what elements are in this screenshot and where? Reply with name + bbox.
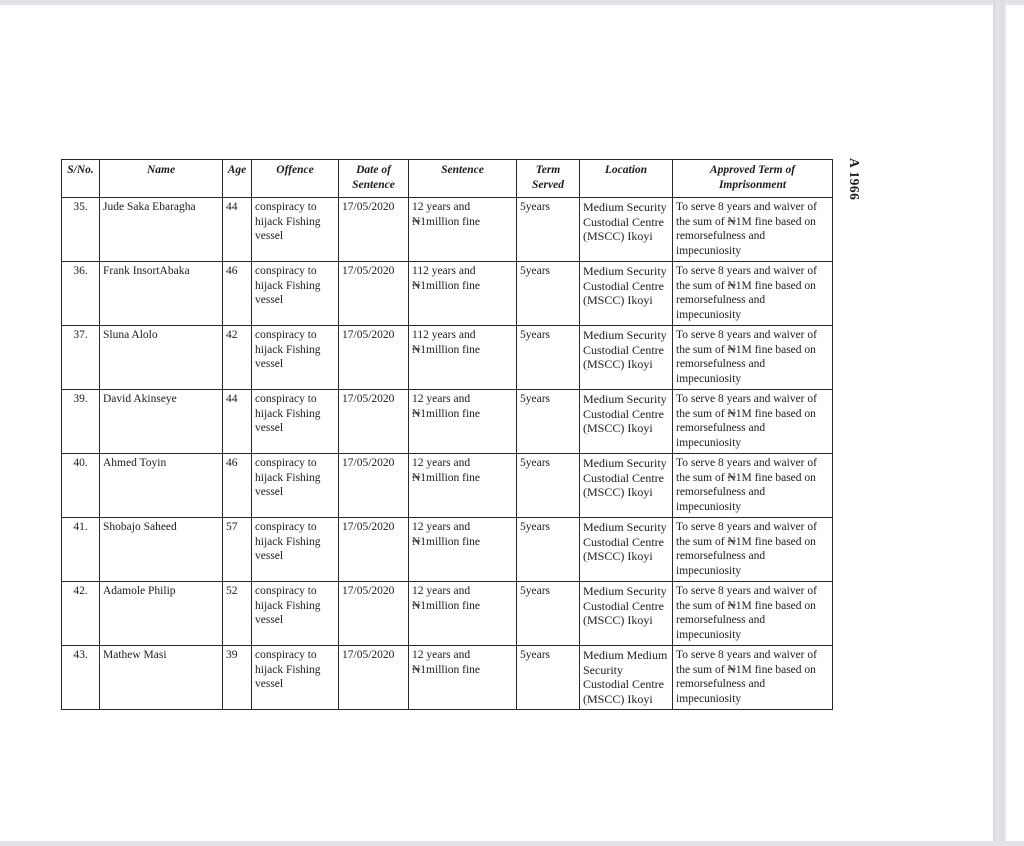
- cell-location: Medium Security Custodial Centre (MSCC) Ikoyi: [580, 454, 673, 518]
- cell-sn: 42.: [62, 582, 100, 646]
- cell-age: 46: [223, 262, 252, 326]
- viewer-bottom-edge: [0, 841, 1024, 846]
- cell-offence: conspiracy to hijack Fishing vessel: [252, 582, 339, 646]
- cell-location: Medium Medium Security Custodial Centre (MSCC) Ikoyi: [580, 646, 673, 710]
- cell-sn: 43.: [62, 646, 100, 710]
- cell-date: 17/05/2020: [339, 262, 409, 326]
- table-row: [62, 646, 833, 710]
- cell-term-served: 5years: [517, 518, 580, 582]
- cell-name: David Akinseye: [100, 390, 223, 454]
- cell-age: 52: [223, 582, 252, 646]
- header-sn: S/No.: [62, 160, 100, 198]
- table-row: [62, 390, 833, 454]
- cell-offence: conspiracy to hijack Fishing vessel: [252, 198, 339, 262]
- cell-term-served: 5years: [517, 198, 580, 262]
- cell-location: Medium Security Custodial Centre (MSCC) Ikoyi: [580, 326, 673, 390]
- cell-name: Jude Saka Ebaragha: [100, 198, 223, 262]
- cell-term-served: 5years: [517, 646, 580, 710]
- cell-age: 44: [223, 198, 252, 262]
- cell-age: 57: [223, 518, 252, 582]
- cell-sentence: 112 years and ₦1million fine: [409, 262, 517, 326]
- cell-sentence: 12 years and ₦1million fine: [409, 518, 517, 582]
- cell-approved-term: To serve 8 years and waiver of the sum of ₦1M fine based on remorsefulness and impecuniosity: [673, 582, 833, 646]
- header-offence: Offence: [252, 160, 339, 198]
- header-name: Name: [100, 160, 223, 198]
- table-row: [62, 262, 833, 326]
- cell-name: Frank InsortAbaka: [100, 262, 223, 326]
- header-date-line2: Sentence: [352, 178, 395, 191]
- cell-approved-term: To serve 8 years and waiver of the sum of ₦1M fine based on remorsefulness and impecuniosity: [673, 454, 833, 518]
- header-term-line2: Served: [532, 178, 564, 191]
- header-date: [339, 160, 409, 198]
- cell-offence: conspiracy to hijack Fishing vessel: [252, 326, 339, 390]
- cell-term-served: 5years: [517, 582, 580, 646]
- cell-sentence: 12 years and ₦1million fine: [409, 582, 517, 646]
- cell-date: 17/05/2020: [339, 198, 409, 262]
- table-row: [62, 326, 833, 390]
- header-term-line1: Term: [535, 164, 561, 176]
- cell-date: 17/05/2020: [339, 518, 409, 582]
- cell-location: Medium Security Custodial Centre (MSCC) Ikoyi: [580, 582, 673, 646]
- cell-name: Sluna Alolo: [100, 326, 223, 390]
- cell-date: 17/05/2020: [339, 646, 409, 710]
- header-sentence: Sentence: [409, 160, 517, 198]
- cell-age: 46: [223, 454, 252, 518]
- header-location: Location: [580, 160, 673, 198]
- cell-offence: conspiracy to hijack Fishing vessel: [252, 262, 339, 326]
- cell-sentence: 12 years and ₦1million fine: [409, 390, 517, 454]
- header-approved: [673, 160, 833, 198]
- cell-sentence: 12 years and ₦1million fine: [409, 198, 517, 262]
- cell-term-served: 5years: [517, 390, 580, 454]
- cell-term-served: 5years: [517, 454, 580, 518]
- cell-offence: conspiracy to hijack Fishing vessel: [252, 390, 339, 454]
- cell-sentence: 12 years and ₦1million fine: [409, 646, 517, 710]
- header-age: Age: [223, 160, 252, 198]
- cell-sn: 41.: [62, 518, 100, 582]
- cell-name: Adamole Philip: [100, 582, 223, 646]
- cell-name: Mathew Masi: [100, 646, 223, 710]
- table-row: [62, 518, 833, 582]
- cell-location: Medium Security Custodial Centre (MSCC) Ikoyi: [580, 262, 673, 326]
- cell-approved-term: To serve 8 years and waiver of the sum of ₦1M fine based on remorsefulness and impecuniosity: [673, 198, 833, 262]
- table-header-row: [62, 160, 833, 198]
- cell-location: Medium Security Custodial Centre (MSCC) Ikoyi: [580, 518, 673, 582]
- cell-offence: conspiracy to hijack Fishing vessel: [252, 646, 339, 710]
- cell-name: Ahmed Toyin: [100, 454, 223, 518]
- table-row: [62, 582, 833, 646]
- cell-approved-term: To serve 8 years and waiver of the sum of ₦1M fine based on remorsefulness and impecuniosity: [673, 326, 833, 390]
- cell-location: Medium Security Custodial Centre (MSCC) Ikoyi: [580, 390, 673, 454]
- cell-age: 44: [223, 390, 252, 454]
- cell-approved-term: To serve 8 years and waiver of the sum of ₦1M fine based on remorsefulness and impecuniosity: [673, 390, 833, 454]
- cell-sn: 35.: [62, 198, 100, 262]
- cell-date: 17/05/2020: [339, 390, 409, 454]
- cell-age: 39: [223, 646, 252, 710]
- cell-date: 17/05/2020: [339, 326, 409, 390]
- cell-offence: conspiracy to hijack Fishing vessel: [252, 454, 339, 518]
- cell-approved-term: To serve 8 years and waiver of the sum of ₦1M fine based on remorsefulness and impecuniosity: [673, 646, 833, 710]
- cell-sentence: 112 years and ₦1million fine: [409, 326, 517, 390]
- next-page-edge: [1006, 5, 1024, 841]
- cell-sentence: 12 years and ₦1million fine: [409, 454, 517, 518]
- cell-name: Shobajo Saheed: [100, 518, 223, 582]
- table-row: [62, 198, 833, 262]
- cell-age: 42: [223, 326, 252, 390]
- cell-approved-term: To serve 8 years and waiver of the sum of ₦1M fine based on remorsefulness and impecuniosity: [673, 518, 833, 582]
- header-approved-line2: Imprisonment: [718, 178, 787, 191]
- prisoner-records-table: [61, 159, 833, 710]
- table-row: [62, 454, 833, 518]
- header-date-line1: Date of: [356, 164, 391, 176]
- cell-approved-term: To serve 8 years and waiver of the sum of ₦1M fine based on remorsefulness and impecuniosity: [673, 262, 833, 326]
- page-divider: [993, 0, 1004, 846]
- cell-date: 17/05/2020: [339, 454, 409, 518]
- cell-sn: 40.: [62, 454, 100, 518]
- cell-term-served: 5years: [517, 326, 580, 390]
- cell-offence: conspiracy to hijack Fishing vessel: [252, 518, 339, 582]
- cell-sn: 36.: [62, 262, 100, 326]
- cell-sn: 37.: [62, 326, 100, 390]
- page-reference: A 1966: [847, 158, 862, 201]
- cell-sn: 39.: [62, 390, 100, 454]
- cell-term-served: 5years: [517, 262, 580, 326]
- cell-date: 17/05/2020: [339, 582, 409, 646]
- header-approved-line1: Approved Term of: [709, 164, 796, 176]
- header-term: [517, 160, 580, 198]
- cell-location: Medium Security Custodial Centre (MSCC) Ikoyi: [580, 198, 673, 262]
